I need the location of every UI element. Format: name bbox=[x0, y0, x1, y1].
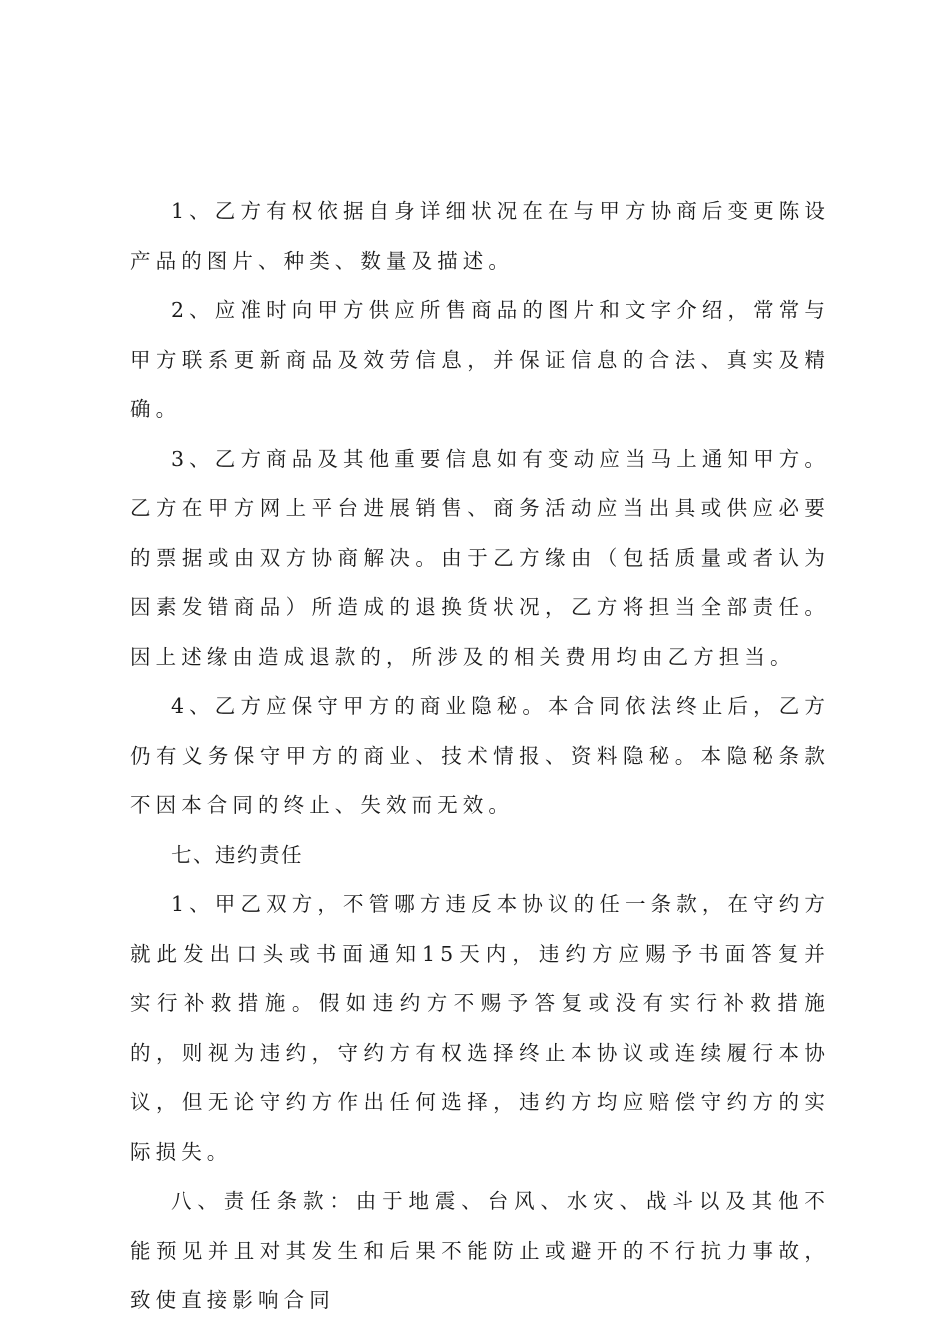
document-body bbox=[130, 187, 830, 1326]
section-heading-breach-liability: 七、违约责任 bbox=[171, 842, 303, 867]
clause-paragraph-2: 2、应准时向甲方供应所售商品的图片和文字介绍，常常与甲方联系更新商品及效劳信息，并保证信息的合法、真实及精确。 bbox=[130, 298, 830, 421]
clause-paragraph-3: 3、乙方商品及其他重要信息如有变动应当马上通知甲方。乙方在甲方网上平台进展销售、商务活动应当出具或供应必要的票据或由双方协商解决。由于乙方缘由（包括质量或者认为因素发错商品）所造成的退换货状况，乙方将担当全部责任。因上述缘由造成退款的，所涉及的相关费用均由乙方担当。 bbox=[130, 446, 830, 669]
clause-paragraph-4: 4、乙方应保守甲方的商业隐秘。本合同依法终止后，乙方仍有义务保守甲方的商业、技术情报、资料隐秘。本隐秘条款不因本合同的终止、失效而无效。 bbox=[130, 694, 830, 817]
breach-clause-paragraph-1: 1、甲乙双方，不管哪方违反本协议的任一条款，在守约方就此发出口头或书面通知15天内，违约方应赐予书面答复并实行补救措施。假如违约方不赐予答复或没有实行补救措施的，则视为违约，守约方有权选择终止本协议或连续履行本协议，但无论守约方作出任何选择，违约方均应赔偿守约方的实际损失。 bbox=[130, 892, 830, 1164]
liability-clause-paragraph: 八、责任条款：由于地震、台风、水灾、战斗以及其他不能预见并且对其发生和后果不能防止或避开的不行抗力事故，致使直接影响合同 bbox=[130, 1189, 830, 1312]
clause-paragraph-1: 1、乙方有权依据自身详细状况在在与甲方协商后变更陈设产品的图片、种类、数量及描述。 bbox=[130, 199, 830, 273]
